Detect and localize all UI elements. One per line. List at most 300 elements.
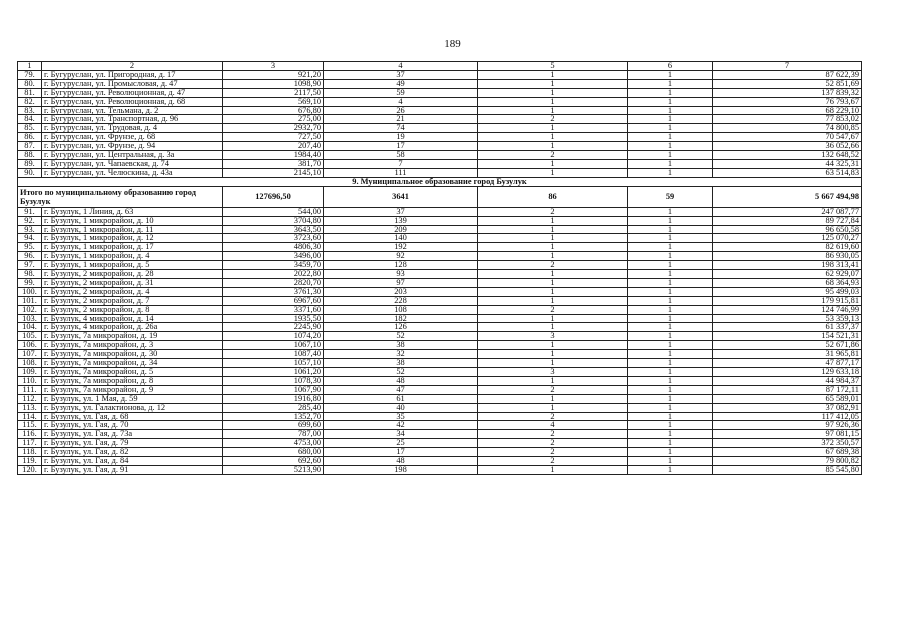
table-cell: 921,20 <box>223 70 324 79</box>
table-cell: 1 <box>478 88 628 97</box>
table-cell: 544,00 <box>223 207 324 216</box>
table-row <box>18 124 862 133</box>
table-cell: 125 070,27 <box>713 234 862 243</box>
table-cell: 80. <box>18 79 42 88</box>
table-cell: 4806,30 <box>223 243 324 252</box>
table-cell: г. Бугуруслан, ул. Чапаевская, д. 74 <box>42 159 223 168</box>
table-cell: 103. <box>18 314 42 323</box>
table-cell: 1087,40 <box>223 350 324 359</box>
table-cell: 1 <box>478 216 628 225</box>
table-cell: 1 <box>628 332 713 341</box>
table-cell: 98. <box>18 270 42 279</box>
table-cell: 1 <box>628 142 713 151</box>
table-cell: 2820,70 <box>223 278 324 287</box>
table-cell: 275,00 <box>223 115 324 124</box>
total-row <box>18 186 862 207</box>
table-cell: 52 851,69 <box>713 79 862 88</box>
table-row <box>18 421 862 430</box>
table-row <box>18 314 862 323</box>
table-cell: г. Бузулук, ул. 1 Мая, д. 59 <box>42 394 223 403</box>
table-cell: 1 <box>478 159 628 168</box>
table-cell: 86 930,05 <box>713 252 862 261</box>
table-cell: 1 <box>628 270 713 279</box>
table-cell: 1057,10 <box>223 359 324 368</box>
table-cell: 113. <box>18 403 42 412</box>
table-cell: 97. <box>18 261 42 270</box>
table-cell: г. Бузулук, 2 микрорайон, д. 8 <box>42 305 223 314</box>
table-cell: 1 <box>478 234 628 243</box>
table-cell: 1 <box>478 350 628 359</box>
table-cell: 1 <box>628 421 713 430</box>
table-cell: 2 <box>478 115 628 124</box>
table-cell: 38 <box>324 341 478 350</box>
table-cell: 1 <box>478 376 628 385</box>
table-row <box>18 270 862 279</box>
table-cell: 68 229,10 <box>713 106 862 115</box>
table-cell: 47 <box>324 385 478 394</box>
table-row <box>18 403 862 412</box>
table-cell: г. Бузулук, 1 микрорайон, д. 10 <box>42 216 223 225</box>
table-cell: 569,10 <box>223 97 324 106</box>
table-cell: г. Бузулук, 2 микрорайон, д. 28 <box>42 270 223 279</box>
table-cell: 2 <box>478 457 628 466</box>
table-row <box>18 368 862 377</box>
table-cell: 2932,70 <box>223 124 324 133</box>
column-header: 1 <box>18 62 42 71</box>
total-cell: 59 <box>628 186 713 207</box>
section-title-row <box>18 177 862 186</box>
table-row <box>18 323 862 332</box>
table-cell: 1 <box>478 252 628 261</box>
table-cell: 1 <box>628 97 713 106</box>
table-cell: 247 087,77 <box>713 207 862 216</box>
table-cell: 2145,10 <box>223 168 324 177</box>
table-cell: 1 <box>478 278 628 287</box>
table-cell: 1 <box>628 305 713 314</box>
table-row <box>18 115 862 124</box>
table-cell: г. Бузулук, 1 Линия, д. 63 <box>42 207 223 216</box>
table-cell: 381,70 <box>223 159 324 168</box>
table-cell: г. Бузулук, ул. Гая, д. 82 <box>42 448 223 457</box>
table-row <box>18 412 862 421</box>
table-row <box>18 168 862 177</box>
column-number-header-row <box>18 62 862 71</box>
table-cell: 61 337,37 <box>713 323 862 332</box>
table-cell: 1 <box>628 394 713 403</box>
table-cell: 2 <box>478 430 628 439</box>
table-cell: 209 <box>324 225 478 234</box>
total-cell: 3641 <box>324 186 478 207</box>
total-cell: 5 667 494,98 <box>713 186 862 207</box>
table-cell: 1067,90 <box>223 385 324 394</box>
column-header: 3 <box>223 62 324 71</box>
table-cell: 85. <box>18 124 42 133</box>
table-row <box>18 159 862 168</box>
table-cell: 1 <box>478 341 628 350</box>
table-row <box>18 332 862 341</box>
table-cell: 93 <box>324 270 478 279</box>
table-cell: 1 <box>628 430 713 439</box>
table-cell: г. Бузулук, ул. Гая, д. 84 <box>42 457 223 466</box>
table-cell: 1 <box>478 403 628 412</box>
table-cell: 4 <box>478 421 628 430</box>
table-cell: 86. <box>18 133 42 142</box>
table-cell: 101. <box>18 296 42 305</box>
table-cell: 34 <box>324 430 478 439</box>
table-cell: 91. <box>18 207 42 216</box>
table-cell: 1 <box>478 79 628 88</box>
table-cell: 2 <box>478 448 628 457</box>
table-cell: 65 589,01 <box>713 394 862 403</box>
table-cell: г. Бузулук, ул. Гая, д. 79 <box>42 439 223 448</box>
table-cell: г. Бугуруслан, ул. Фрунзе, д. 68 <box>42 133 223 142</box>
table-cell: г. Бугуруслан, ул. Центральная, д. 3а <box>42 151 223 160</box>
table-cell: 1 <box>628 296 713 305</box>
table-cell: г. Бугуруслан, ул. Транспортная, д. 96 <box>42 115 223 124</box>
table-cell: 132 648,52 <box>713 151 862 160</box>
table-cell: 1 <box>628 70 713 79</box>
table-cell: 124 746,99 <box>713 305 862 314</box>
table-cell: 108. <box>18 359 42 368</box>
table-cell: 79. <box>18 70 42 79</box>
table-cell: 1 <box>478 359 628 368</box>
table-cell: г. Бузулук, 7а микрорайон, д. 34 <box>42 359 223 368</box>
table-cell: 100. <box>18 287 42 296</box>
table-cell: 44 325,31 <box>713 159 862 168</box>
table-cell: 1 <box>628 359 713 368</box>
column-header: 2 <box>42 62 223 71</box>
table-cell: 102. <box>18 305 42 314</box>
table-cell: 119. <box>18 457 42 466</box>
table-cell: 1 <box>478 270 628 279</box>
table-cell: г. Бузулук, 7а микрорайон, д. 3 <box>42 341 223 350</box>
table-cell: г. Бузулук, 7а микрорайон, д. 9 <box>42 385 223 394</box>
column-header: 4 <box>324 62 478 71</box>
table-cell: г. Бугуруслан, ул. Челюскина, д. 43а <box>42 168 223 177</box>
table-cell: 92. <box>18 216 42 225</box>
table-cell: 1 <box>478 124 628 133</box>
table-cell: 126 <box>324 323 478 332</box>
table-cell: 203 <box>324 287 478 296</box>
table-cell: г. Бузулук, 2 микрорайон, д. 4 <box>42 287 223 296</box>
table-cell: 285,40 <box>223 403 324 412</box>
table-cell: 104. <box>18 323 42 332</box>
table-cell: 90. <box>18 168 42 177</box>
table-row <box>18 465 862 474</box>
table-cell: г. Бузулук, 7а микрорайон, д. 30 <box>42 350 223 359</box>
table-cell: г. Бузулук, ул. Гая, д. 70 <box>42 421 223 430</box>
table-cell: 83. <box>18 106 42 115</box>
table-cell: 1916,80 <box>223 394 324 403</box>
table-cell: 3761,30 <box>223 287 324 296</box>
table-cell: 115. <box>18 421 42 430</box>
table-cell: г. Бузулук, 4 микрорайон, д. 26а <box>42 323 223 332</box>
table-cell: 70 547,67 <box>713 133 862 142</box>
table-cell: 111. <box>18 385 42 394</box>
table-cell: 95 499,03 <box>713 287 862 296</box>
table-row <box>18 430 862 439</box>
table-cell: 112. <box>18 394 42 403</box>
table-cell: 58 <box>324 151 478 160</box>
table-cell: 44 984,37 <box>713 376 862 385</box>
table-cell: 35 <box>324 412 478 421</box>
table-cell: 7 <box>324 159 478 168</box>
table-cell: 62 929,07 <box>713 270 862 279</box>
table-cell: 17 <box>324 142 478 151</box>
table-cell: 1061,20 <box>223 368 324 377</box>
table-cell: 37 082,91 <box>713 403 862 412</box>
table-cell: 61 <box>324 394 478 403</box>
table-cell: 63 514,83 <box>713 168 862 177</box>
table-cell: 2 <box>478 412 628 421</box>
table-cell: 1 <box>478 394 628 403</box>
table-cell: г. Бугуруслан, ул. Промысловая, д. 47 <box>42 79 223 88</box>
table-cell: 3371,60 <box>223 305 324 314</box>
table-cell: 53 359,13 <box>713 314 862 323</box>
column-header: 6 <box>628 62 713 71</box>
table-cell: 3704,80 <box>223 216 324 225</box>
table-cell: 1 <box>478 465 628 474</box>
table-cell: 1 <box>478 243 628 252</box>
table-row <box>18 359 862 368</box>
table-cell: г. Бузулук, 4 микрорайон, д. 14 <box>42 314 223 323</box>
table-cell: 5213,90 <box>223 465 324 474</box>
table-cell: 1 <box>478 106 628 115</box>
table-cell: 676,80 <box>223 106 324 115</box>
table-cell: 139 <box>324 216 478 225</box>
table-cell: 1 <box>478 323 628 332</box>
table-row <box>18 225 862 234</box>
table-row <box>18 252 862 261</box>
table-cell: 2117,50 <box>223 88 324 97</box>
table-cell: 25 <box>324 439 478 448</box>
table-cell: 3723,60 <box>223 234 324 243</box>
table-cell: 89. <box>18 159 42 168</box>
table-cell: г. Бузулук, ул. Галактионова, д. 12 <box>42 403 223 412</box>
table-cell: 48 <box>324 376 478 385</box>
table-cell: г. Бузулук, 7а микрорайон, д. 5 <box>42 368 223 377</box>
table-cell: 82. <box>18 97 42 106</box>
table-cell: 77 853,02 <box>713 115 862 124</box>
table-cell: 85 545,80 <box>713 465 862 474</box>
table-cell: 36 052,66 <box>713 142 862 151</box>
table-cell: 1 <box>628 278 713 287</box>
table-cell: 1935,50 <box>223 314 324 323</box>
table-cell: 1 <box>628 159 713 168</box>
table-cell: 128 <box>324 261 478 270</box>
table-cell: 182 <box>324 314 478 323</box>
table-cell: 59 <box>324 88 478 97</box>
total-cell: 86 <box>478 186 628 207</box>
table-cell: 93. <box>18 225 42 234</box>
table-cell: 87. <box>18 142 42 151</box>
table-cell: 52 <box>324 368 478 377</box>
table-cell: 84. <box>18 115 42 124</box>
table-cell: г. Бугуруслан, ул. Тельмана, д. 2 <box>42 106 223 115</box>
table-cell: 1 <box>478 70 628 79</box>
table-cell: 37 <box>324 70 478 79</box>
table-row <box>18 341 862 350</box>
table-cell: 1352,70 <box>223 412 324 421</box>
table-row <box>18 207 862 216</box>
table-cell: г. Бузулук, 1 микрорайон, д. 4 <box>42 252 223 261</box>
table-cell: 40 <box>324 403 478 412</box>
table-row <box>18 234 862 243</box>
table-cell: 1 <box>628 385 713 394</box>
table-cell: 1 <box>628 79 713 88</box>
table-cell: 1 <box>628 287 713 296</box>
table-cell: г. Бузулук, 1 микрорайон, д. 17 <box>42 243 223 252</box>
column-header: 7 <box>713 62 862 71</box>
table-cell: 74 800,85 <box>713 124 862 133</box>
table-cell: 1 <box>478 314 628 323</box>
table-row <box>18 106 862 115</box>
table-cell: г. Бузулук, 1 микрорайон, д. 5 <box>42 261 223 270</box>
table-cell: 1 <box>628 115 713 124</box>
table-cell: 2022,80 <box>223 270 324 279</box>
table-cell: 19 <box>324 133 478 142</box>
table-cell: 87 172,11 <box>713 385 862 394</box>
table-row <box>18 296 862 305</box>
table-cell: 1 <box>628 350 713 359</box>
table-row <box>18 133 862 142</box>
table-cell: 2 <box>478 151 628 160</box>
table-cell: 1 <box>628 412 713 421</box>
table-row <box>18 70 862 79</box>
table-cell: 1 <box>478 225 628 234</box>
table-row <box>18 142 862 151</box>
table-cell: 74 <box>324 124 478 133</box>
table-cell: 692,60 <box>223 457 324 466</box>
table-cell: 117. <box>18 439 42 448</box>
table-cell: г. Бузулук, ул. Гая, д. 68 <box>42 412 223 421</box>
table-cell: 140 <box>324 234 478 243</box>
table-cell: г. Бузулук, ул. Гая, д. 91 <box>42 465 223 474</box>
table-cell: 110. <box>18 376 42 385</box>
table-cell: 116. <box>18 430 42 439</box>
table-cell: 52 <box>324 332 478 341</box>
table-cell: г. Бузулук, 7а микрорайон, д. 8 <box>42 376 223 385</box>
table-cell: 1 <box>628 133 713 142</box>
table-cell: 2245,90 <box>223 323 324 332</box>
table-cell: 179 915,81 <box>713 296 862 305</box>
table-cell: 699,60 <box>223 421 324 430</box>
total-cell: 127696,50 <box>223 186 324 207</box>
table-cell: 97 <box>324 278 478 287</box>
table-row <box>18 216 862 225</box>
table-cell: 787,00 <box>223 430 324 439</box>
total-label: Итого по муниципальному образованию город Бузулук <box>18 186 223 207</box>
table-cell: 2 <box>478 385 628 394</box>
table-cell: 1 <box>478 296 628 305</box>
table-cell: 114. <box>18 412 42 421</box>
table-cell: г. Бузулук, ул. Гая, д. 73а <box>42 430 223 439</box>
table-cell: 97 926,36 <box>713 421 862 430</box>
table-row <box>18 439 862 448</box>
table-cell: 96 650,58 <box>713 225 862 234</box>
table-cell: 2 <box>478 439 628 448</box>
table-cell: 89 727,84 <box>713 216 862 225</box>
table-cell: 1 <box>478 142 628 151</box>
table-cell: 1 <box>478 133 628 142</box>
table-cell: 3 <box>478 332 628 341</box>
table-row <box>18 79 862 88</box>
table-cell: 228 <box>324 296 478 305</box>
table-row <box>18 376 862 385</box>
table-cell: 1 <box>628 368 713 377</box>
table-cell: 1 <box>628 207 713 216</box>
table-cell: 2 <box>478 207 628 216</box>
table-cell: 1 <box>628 243 713 252</box>
table-cell: 31 965,81 <box>713 350 862 359</box>
table-cell: 1067,10 <box>223 341 324 350</box>
table-cell: 17 <box>324 448 478 457</box>
table-cell: г. Бузулук, 1 микрорайон, д. 12 <box>42 234 223 243</box>
table-cell: 198 313,41 <box>713 261 862 270</box>
table-cell: г. Бугуруслан, ул. Трудовая, д. 4 <box>42 124 223 133</box>
table-cell: 117 412,05 <box>713 412 862 421</box>
table-cell: 108 <box>324 305 478 314</box>
table-row <box>18 88 862 97</box>
table-cell: 198 <box>324 465 478 474</box>
table-cell: 1098,90 <box>223 79 324 88</box>
table-cell: 81. <box>18 88 42 97</box>
table-cell: 47 877,17 <box>713 359 862 368</box>
table-cell: 154 521,31 <box>713 332 862 341</box>
table-cell: 207,40 <box>223 142 324 151</box>
page-number: 189 <box>444 38 461 50</box>
table-cell: 97 081,15 <box>713 430 862 439</box>
table-row <box>18 243 862 252</box>
table-cell: 21 <box>324 115 478 124</box>
table-row <box>18 394 862 403</box>
section-title: 9. Муниципальное образование город Бузулук <box>18 177 862 186</box>
table-cell: 3643,50 <box>223 225 324 234</box>
table-cell: 372 350,57 <box>713 439 862 448</box>
table-cell: 4 <box>324 97 478 106</box>
table-cell: 1078,30 <box>223 376 324 385</box>
table-cell: 1 <box>628 216 713 225</box>
table-cell: 26 <box>324 106 478 115</box>
table-cell: 2 <box>478 261 628 270</box>
table-cell: 3459,70 <box>223 261 324 270</box>
table-cell: 1 <box>628 225 713 234</box>
table-cell: 52 671,86 <box>713 341 862 350</box>
table-cell: 1 <box>628 252 713 261</box>
table-cell: 118. <box>18 448 42 457</box>
table-row <box>18 261 862 270</box>
table-cell: г. Бугуруслан, ул. Революционная, д. 68 <box>42 97 223 106</box>
table-row <box>18 287 862 296</box>
table-cell: г. Бузулук, 7а микрорайон, д. 19 <box>42 332 223 341</box>
table-row <box>18 350 862 359</box>
table-cell: г. Бугуруслан, ул. Пригородная, д. 17 <box>42 70 223 79</box>
table-cell: 1 <box>628 457 713 466</box>
table-cell: 6967,60 <box>223 296 324 305</box>
table-row <box>18 448 862 457</box>
table-cell: г. Бузулук, 1 микрорайон, д. 11 <box>42 225 223 234</box>
table-cell: 1 <box>628 261 713 270</box>
table-cell: 1 <box>628 151 713 160</box>
table-cell: 48 <box>324 457 478 466</box>
column-header: 5 <box>478 62 628 71</box>
table-cell: 1 <box>628 439 713 448</box>
table-cell: 32 <box>324 350 478 359</box>
table-cell: 1 <box>628 323 713 332</box>
table-cell: 87 622,39 <box>713 70 862 79</box>
table-cell: г. Бузулук, 2 микрорайон, д. 31 <box>42 278 223 287</box>
table-cell: 4753,00 <box>223 439 324 448</box>
